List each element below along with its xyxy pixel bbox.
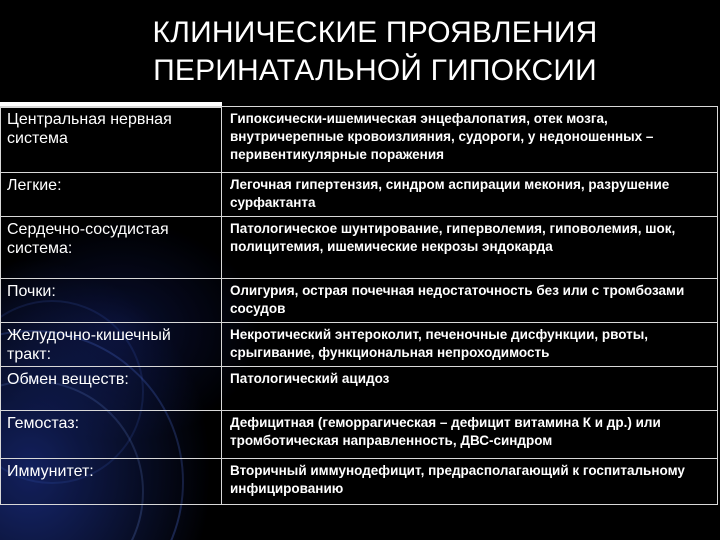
system-cell: Сердечно-сосудистая система: xyxy=(1,217,222,279)
manifestations-cell: Некротический энтероколит, печеночные дисфункции, рвоты, срыгивание, функциональная непроходимость xyxy=(222,323,718,367)
table-row xyxy=(1,411,718,459)
manifestations-cell: Гипоксически-ишемическая энцефалопатия, отек мозга, внутричерепные кровоизлияния, судороги, у недоношенных – перивентикулярные поражения xyxy=(222,107,718,173)
slide-title xyxy=(0,14,720,90)
manifestations-cell: Дефицитная (геморрагическая – дефицит витамина К и др.) или тромботическая направленность, ДВС-синдром xyxy=(222,411,718,459)
slide-title-line-1: КЛИНИЧЕСКИЕ ПРОЯВЛЕНИЯ xyxy=(152,16,598,49)
manifestations-cell: Патологический ацидоз xyxy=(222,367,718,411)
system-cell: Центральная нервная система xyxy=(1,107,222,173)
manifestations-cell: Патологическое шунтирование, гиперволемия, гиповолемия, шок, полицитемия, ишемические некрозы эндокарда xyxy=(222,217,718,279)
table-row xyxy=(1,279,718,323)
table-row xyxy=(1,107,718,173)
system-cell: Гемостаз: xyxy=(1,411,222,459)
system-cell: Желудочно-кишечный тракт: xyxy=(1,323,222,367)
table-row xyxy=(1,173,718,217)
table-row xyxy=(1,459,718,505)
manifestations-cell: Олигурия, острая почечная недостаточность без или с тромбозами сосудов xyxy=(222,279,718,323)
manifestations-cell: Вторичный иммунодефицит, предрасполагающий к госпитальному инфицированию xyxy=(222,459,718,505)
system-cell: Легкие: xyxy=(1,173,222,217)
table-row xyxy=(1,323,718,367)
system-cell: Иммунитет: xyxy=(1,459,222,505)
table-row xyxy=(1,367,718,411)
manifestations-table xyxy=(0,106,718,505)
system-cell: Обмен веществ: xyxy=(1,367,222,411)
manifestations-cell: Легочная гипертензия, синдром аспирации мекония, разрушение сурфактанта xyxy=(222,173,718,217)
system-cell: Почки: xyxy=(1,279,222,323)
slide-title-line-2: ПЕРИНАТАЛЬНОЙ ГИПОКСИИ xyxy=(153,54,597,87)
table-row xyxy=(1,217,718,279)
